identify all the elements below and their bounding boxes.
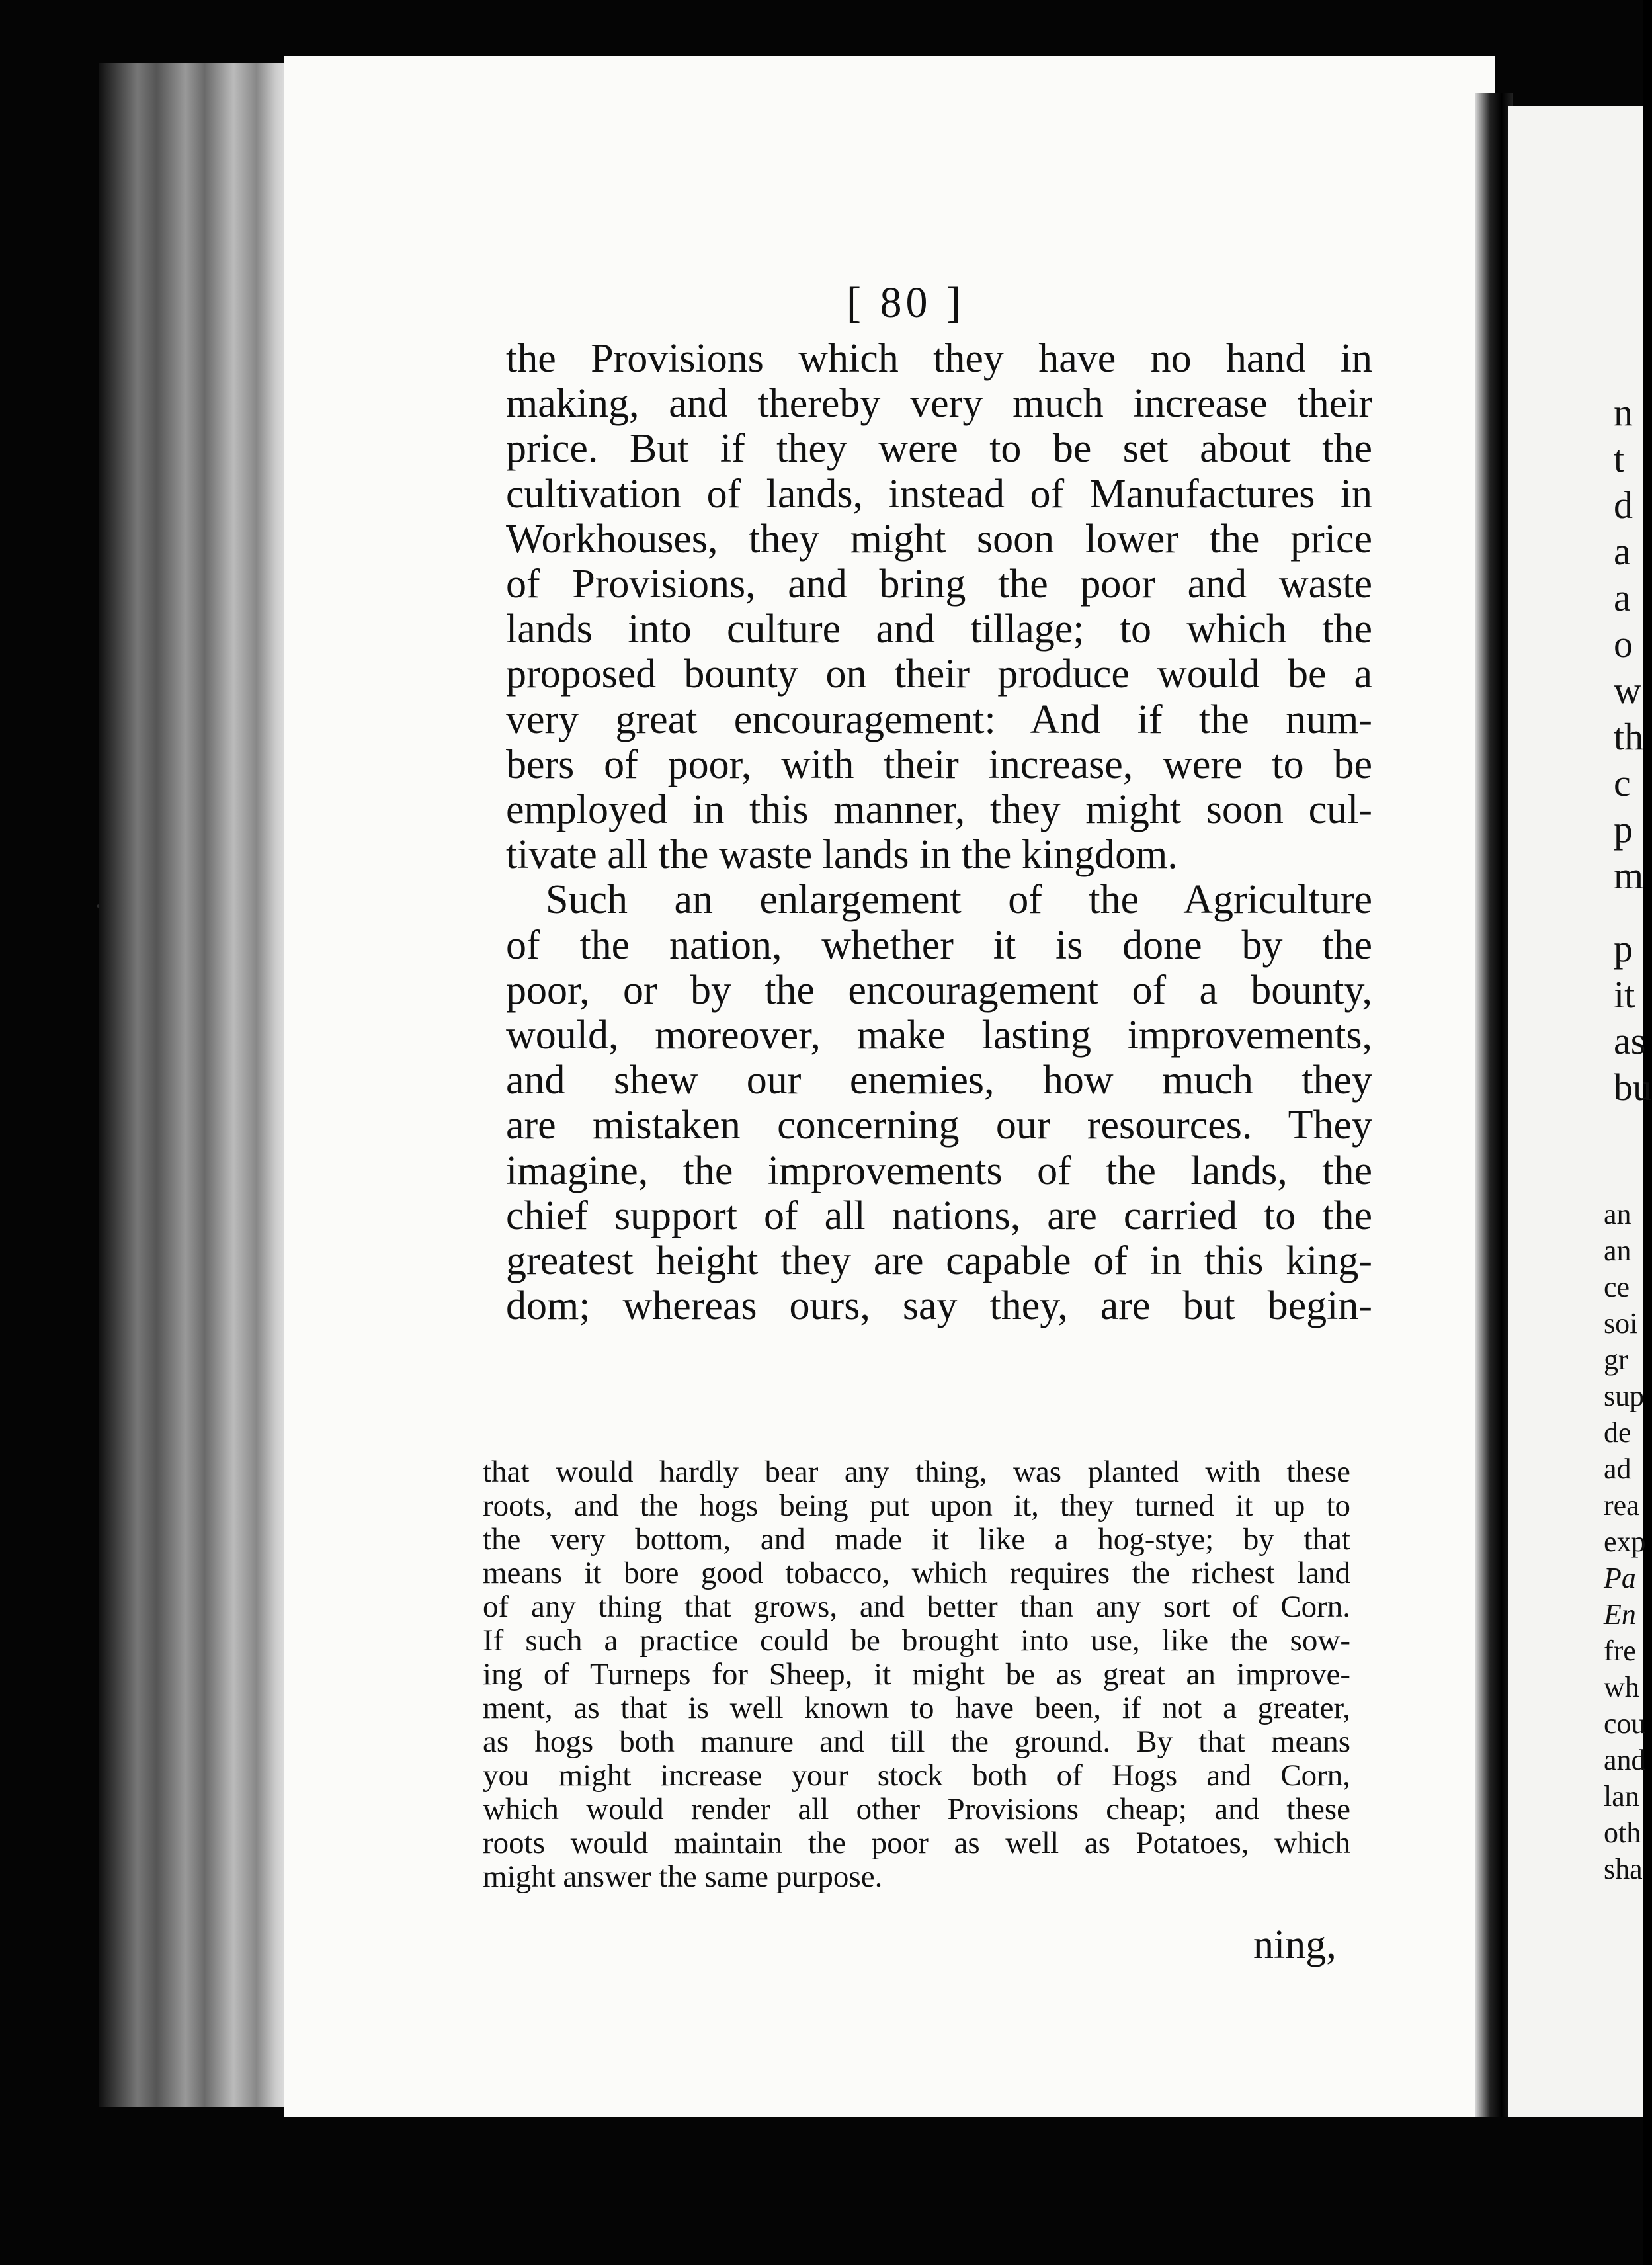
page-number: [ 80 ] [847,278,965,327]
text-line: Such an enlargement of the Agriculture [546,877,1372,923]
text-line: making, and thereby very much increase their [506,381,1372,427]
facing-page-fragment: w [1614,669,1641,712]
facing-page-fragment: fre [1604,1635,1636,1667]
facing-page-fragment: th [1614,715,1644,758]
facing-page-fragment: gr [1604,1344,1628,1376]
facing-page-fragment: a [1614,576,1631,619]
footnote-line: roots would maintain the poor as well as Potatoes, which [483,1826,1350,1860]
text-line: bers of poor, with their increase, were to be [506,742,1372,787]
footnote-line: roots, and the hogs being put upon it, they turned it up to [483,1488,1350,1523]
footnote [483,1455,1350,1894]
text-line: Workhouses, they might soon lower the price [506,516,1372,562]
footnote-line: of any thing that grows, and better than any sort of Corn. [483,1590,1350,1624]
footnote-line: as hogs both manure and till the ground. By that means [483,1725,1350,1759]
text-line: cultivation of lands, instead of Manufactures in [506,471,1372,517]
text-line: very great encouragement: And if the num- [506,697,1372,742]
page-block-edge [99,63,291,2107]
catchword: ning, [1253,1922,1337,1967]
text-line: imagine, the improvements of the lands, the [506,1148,1372,1193]
body-text [506,336,1372,1328]
facing-page-fragment: and [1604,1744,1646,1776]
footnote-line: the very bottom, and made it like a hog-stye; by that [483,1522,1350,1557]
text-line: price. But if they were to be set about the [506,426,1372,472]
footnote-line: you might increase your stock both of Hogs and Corn, [483,1758,1350,1793]
text-line: of the nation, whether it is done by the [506,922,1372,968]
facing-page-fragment: an [1604,1198,1631,1230]
facing-page-fragment: ad [1604,1453,1631,1485]
text-line: proposed bounty on their produce would be a [506,652,1372,697]
facing-page [1508,106,1652,2117]
facing-page-fragment: sha [1604,1853,1643,1885]
facing-page-fragment: Pa [1604,1562,1636,1594]
facing-page-fragment: rea [1604,1489,1639,1521]
footnote-line: ment, as that is well known to have been, if not a greater, [483,1691,1350,1725]
text-line: poor, or by the encouragement of a bounty, [506,967,1372,1013]
facing-page-fragment: d [1614,484,1633,527]
facing-page-fragment: m [1614,854,1644,897]
facing-page-fragment: t [1614,437,1625,480]
facing-page-fragment: exp [1604,1525,1646,1558]
facing-page-fragment: wh [1604,1671,1639,1703]
facing-page-fragment: sup [1604,1380,1645,1412]
facing-page-fragment: o [1614,622,1633,665]
text-line: employed in this manner, they might soon cul- [506,787,1372,833]
text-line: are mistaken concerning our resources. They [506,1103,1372,1148]
footnote-line: which would render all other Provisions cheap; and these [483,1792,1350,1826]
facing-page-fragment: En [1604,1598,1636,1631]
footnote-line: If such a practice could be brought into use, like the sow- [483,1623,1350,1658]
facing-page-fragment: lan [1604,1780,1639,1813]
facing-page-fragment: soi [1604,1307,1638,1340]
facing-page-fragment: p [1614,808,1633,851]
facing-page-fragment: cou [1604,1707,1646,1740]
text-line: the Provisions which they have no hand in [506,336,1372,381]
facing-page-fragment: a [1614,530,1631,573]
facing-page-fragment: as [1614,1019,1646,1062]
facing-page-fragment: it [1614,973,1635,1016]
facing-page-fragment: bu [1614,1066,1652,1109]
text-line: of Provisions, and bring the poor and waste [506,562,1372,607]
text-line: and shew our enemies, how much they [506,1058,1372,1103]
facing-page-fragment: c [1614,761,1631,804]
text-line: would, moreover, make lasting improvements, [506,1013,1372,1058]
text-line: greatest height they are capable of in this king- [506,1238,1372,1284]
facing-page-fragment: de [1604,1416,1631,1449]
facing-page-fragment: an [1604,1234,1631,1267]
text-line: dom; whereas ours, say they, are but begin- [506,1283,1372,1329]
footnote-line: ing of Turneps for Sheep, it might be as great an improve- [483,1657,1350,1691]
footnote-line: that would hardly bear any thing, was planted with these [483,1455,1350,1489]
facing-page-fragment: n [1614,391,1633,434]
facing-page-fragment: ce [1604,1271,1630,1303]
footnote-line: means it bore good tobacco, which requires the richest land [483,1556,1350,1590]
text-line: chief support of all nations, are carried to the [506,1193,1372,1238]
footnote-line: might answer the same purpose. [483,1859,883,1894]
facing-page-fragment: oth [1604,1816,1641,1849]
facing-page-fragment: p [1614,927,1633,970]
text-line: tivate all the waste lands in the kingdom. [506,832,1178,878]
text-line: lands into culture and tillage; to which the [506,607,1372,652]
